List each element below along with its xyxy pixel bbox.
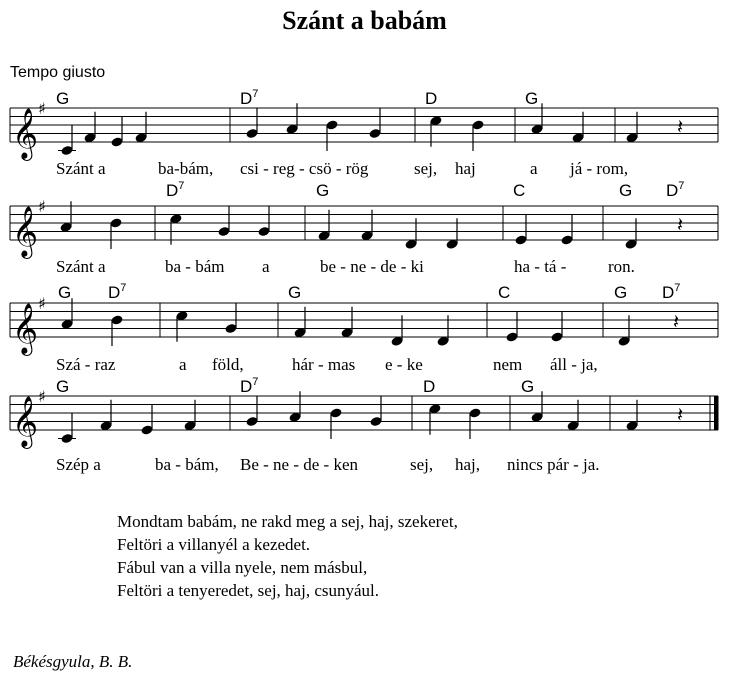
chord-symbol: $D^7$ xyxy=(108,282,127,302)
lyric-syllable: já - rom, xyxy=(570,159,629,178)
chord-symbol: G xyxy=(58,283,72,302)
chord-symbol: G xyxy=(525,89,539,108)
lyric-syllable: hár - mas xyxy=(292,355,356,374)
chord-row-3 xyxy=(58,282,680,302)
chord-symbol: C xyxy=(498,283,511,302)
treble-clef-icon: 𝄞 xyxy=(12,206,39,257)
lyrics-row-1 xyxy=(56,159,628,178)
verse-line: Feltöri a villanyél a kezedet. xyxy=(117,535,311,554)
sharp-icon: ♯ xyxy=(38,387,46,406)
rest-icon: 𝄽 xyxy=(677,402,684,427)
treble-clef-icon: 𝄞 xyxy=(12,396,39,447)
final-barline xyxy=(714,396,718,430)
chord-symbol: G xyxy=(614,283,628,302)
chord-symbol: G xyxy=(521,377,535,396)
lyric-syllable: Szép a xyxy=(56,455,101,474)
rest-icon: 𝄽 xyxy=(677,114,684,139)
song-title: Szánt a babám xyxy=(282,6,447,35)
chord-symbol: C xyxy=(513,181,526,200)
lyric-syllable: ha - tá - xyxy=(514,257,567,276)
lyric-syllable: ron. xyxy=(608,257,635,276)
rest-icon: 𝄽 xyxy=(677,212,684,237)
chord-symbol: G xyxy=(316,181,330,200)
chord-symbol: $D^7$ xyxy=(166,180,185,200)
verse-line: Feltöri a tenyeredet, sej, haj, csunyául. xyxy=(117,581,379,600)
verse-line: Mondtam babám, ne rakd meg a sej, haj, szekeret, xyxy=(117,512,458,531)
sharp-icon: ♯ xyxy=(38,99,46,118)
chord-symbol: G xyxy=(619,181,633,200)
sharp-icon: ♯ xyxy=(38,197,46,216)
lyric-syllable: a xyxy=(530,159,538,178)
chord-symbol: $D^7$ xyxy=(666,180,685,200)
chord-symbol: D xyxy=(423,377,436,396)
lyric-syllable: csi - reg - csö - rög xyxy=(240,159,369,178)
lyric-syllable: ba - bám xyxy=(165,257,225,276)
chord-symbol: D xyxy=(425,89,438,108)
lyric-syllable: nincs pár - ja. xyxy=(507,455,600,474)
chord-symbol: $D^7$ xyxy=(240,376,259,396)
lyric-syllable: be - ne - de - ki xyxy=(320,257,424,276)
verse-line: Fábul van a villa nyele, nem másbul, xyxy=(117,558,368,577)
chord-symbol: $D^7$ xyxy=(662,282,681,302)
chord-symbol: G xyxy=(56,89,70,108)
rest-icon: 𝄽 xyxy=(673,309,680,334)
lyric-syllable: sej, xyxy=(414,159,438,178)
lyric-syllable: Be - ne - de - ken xyxy=(240,455,359,474)
chord-symbol: $D^7$ xyxy=(240,88,259,108)
lyrics-row-2 xyxy=(56,257,635,276)
lyric-syllable: Szá - raz xyxy=(56,355,116,374)
lyric-syllable: Szánt a xyxy=(56,257,106,276)
chord-row-2 xyxy=(166,180,684,200)
chord-row-4 xyxy=(56,376,534,396)
lyric-syllable: a xyxy=(179,355,187,374)
chord-symbol: G xyxy=(56,377,70,396)
tempo-marking: Tempo giusto xyxy=(10,64,106,81)
lyric-syllable: Szánt a xyxy=(56,159,106,178)
treble-clef-icon: 𝄞 xyxy=(12,303,39,354)
lyric-syllable: ba - bám, xyxy=(155,455,219,474)
treble-clef-icon: 𝄞 xyxy=(12,108,39,159)
lyric-syllable: haj xyxy=(455,159,476,178)
chord-symbol: G xyxy=(288,283,302,302)
lyric-syllable: föld, xyxy=(212,355,244,374)
lyric-syllable: áll - ja, xyxy=(550,355,598,374)
sharp-icon: ♯ xyxy=(38,294,46,313)
lyrics-row-3 xyxy=(56,355,598,374)
lyric-syllable: haj, xyxy=(455,455,481,474)
lyric-syllable: e - ke xyxy=(385,355,423,374)
lyric-syllable: a xyxy=(262,257,270,276)
source-attribution: Békésgyula, B. B. xyxy=(13,652,133,671)
lyrics-row-4 xyxy=(56,455,600,474)
additional-verses xyxy=(117,510,458,602)
lyric-syllable: sej, xyxy=(410,455,434,474)
lyric-syllable: nem xyxy=(493,355,523,374)
lyric-syllable: ba-bám, xyxy=(158,159,214,178)
